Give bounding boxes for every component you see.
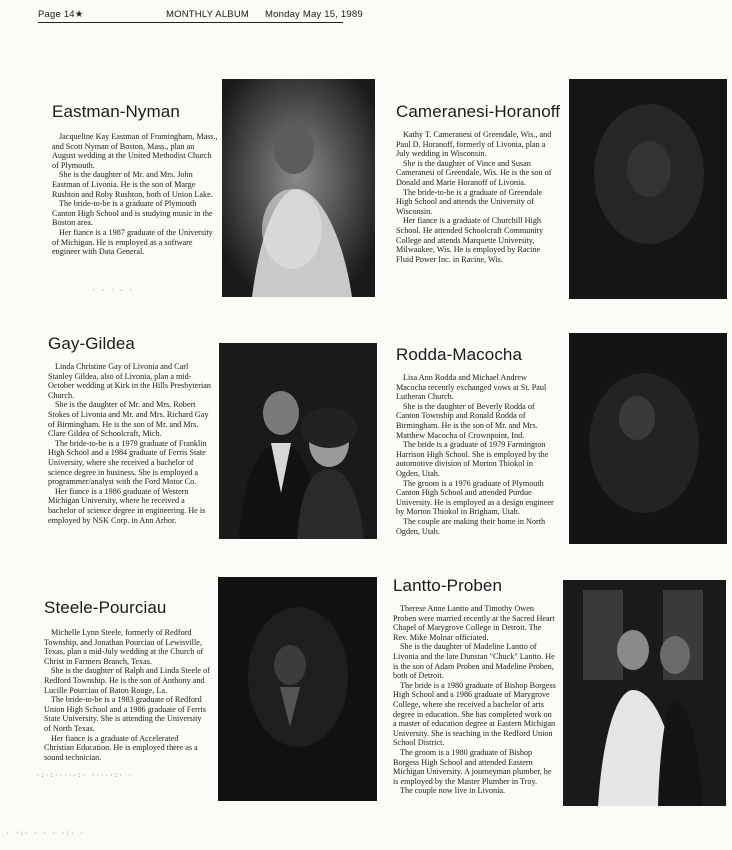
announcement-steele-pourciau — [44, 598, 214, 762]
couple-photo — [218, 577, 377, 801]
paragraph: Her fiance is a graduate of Accelerated Christian Education. He is employed there as a sound technician. — [44, 733, 198, 762]
paragraph: The bride-to-be is a graduate of Greendale High School and attends the University of Wisconsin. — [396, 187, 543, 216]
announcement-title: Gay-Gildea — [48, 334, 135, 353]
announcement-cameranesi-horanoff — [396, 102, 561, 264]
paragraph: Jacqueline Kay Eastman of Framingham, Mass., and Scott Nyman of Boston, Mass., plan an August wedding at the United Methodist Church of Plymouth. — [52, 132, 218, 170]
paragraph: The bride-to-be is a 1979 graduate of Franklin High School and a 1984 graduate of Ferris State University, where she received a bachelor of science degree in business. She is employed a programmer/analyst with the Ford Motor Co. — [48, 438, 207, 487]
paragraph: She is the daughter of Vince and Susan Cameranesi of Greendale, Wis. He is the son of Donald and Marie Horanoff of Livonia. — [396, 158, 552, 187]
announcement-lantto-proben — [393, 576, 561, 796]
paragraph: She is the daughter of Ralph and Linda Steele of Redford Township. He is the son of Anthony and Lucille Pourciau of Baton Rouge, La. — [44, 666, 210, 695]
issue-date: Monday May 15, 1989 — [265, 9, 363, 20]
section-title: MONTHLY ALBUM — [166, 9, 250, 20]
paragraph: The couple are making their home in North Ogden, Utah. — [396, 516, 546, 536]
announcement-body — [48, 362, 214, 525]
announcement-title: Rodda-Macocha — [396, 345, 523, 364]
print-noise: · · · · · — [92, 287, 134, 294]
print-noise: ·:·:·····:· ·····:· · — [36, 772, 133, 779]
announcement-gay-gildea — [48, 334, 218, 525]
paragraph: The couple now live in Livonia. — [400, 786, 506, 796]
paragraph: Her fiance is a graduate of Churchill High School. He attended Schoolcraft Community College and attends Marquette University, Milwaukee, Wis. He is employed by Racine Fluid Power Inc. in Racine, Wis. — [396, 216, 544, 264]
print-noise: · ·:· · · · ·:· · — [6, 830, 85, 837]
announcement-body — [396, 373, 554, 536]
announcement-body — [393, 604, 557, 796]
page-header — [38, 8, 363, 23]
couple-photo — [563, 580, 726, 806]
announcement-body — [52, 132, 218, 257]
paragraph: The bride is a graduate of 1979 Farmington Harrison High School. She is employed by the automotive division of Morton Thiokol in Ogden, Utah. — [396, 440, 549, 478]
couple-photo — [569, 333, 727, 544]
paragraph: She is the daughter of Mr. and Mrs. John Eastman of Livonia. He is the son of Marge Rushton and Roby Rushton, both of Union Lake. — [52, 170, 213, 199]
couple-photo — [569, 79, 727, 299]
announcement-title: Lantto-Proben — [393, 576, 503, 595]
announcement-body — [396, 130, 554, 264]
announcement-title: Steele-Pourciau — [44, 598, 167, 617]
paragraph: She is the daughter of Beverly Rodda of Canton Township and Ronald Rodda of Birmingham. He is the son of Mr. and Mrs. Matthew Macocha of Crownpoint, Ind. — [396, 401, 538, 440]
paragraph: The bride-to-be is a 1983 graduate of Redford Union High School and a 1986 graduate of Ferris State University. She is attending the University of North Texas. — [44, 695, 206, 733]
announcement-eastman-nyman — [52, 102, 222, 257]
paragraph: Kathy T. Cameranesi of Greendale, Wis., and Paul D. Horanoff, formerly of Livonia, plan a July wedding in Wisconsin. — [396, 130, 552, 159]
couple-photo — [219, 343, 377, 539]
paragraph: Her fiance is a 1987 graduate of the University of Michigan. He is employed as a software engineer with Data General. — [52, 227, 213, 257]
paragraph: The groom is a 1976 graduate of Plymouth Canton High School and attended Purdue University. He is employed as a design engineer by Morton Thiokol in Brigham, Utah. — [396, 478, 554, 517]
announcement-title: Eastman-Nyman — [52, 102, 180, 121]
paragraph: Her fiance is a 1986 graduate of Western Michigan University, where he received a bachelor of science degree in engineering. He is employed by NSK Corp. in Ann Arbor. — [48, 486, 206, 525]
paragraph: Therese Anne Lantto and Timothy Owen Proben were married recently at the Sacred Heart Chapel of Marygrove College in Detroit. The Rev. Mike Molnar officiated. — [393, 604, 555, 642]
paragraph: She is the daughter of Madeline Lantto of Livonia and the late Dunstan "Chuck" Lantto. He is the son of Adam Proben and Madeline Proben, both of Detroit. — [393, 642, 555, 681]
paragraph: She is the daughter of Mr. and Mrs. Robert Stokes of Livonia and Mr. and Mrs. Richard Gay of Birmingham. He is the son of Mr. and Mrs. Clare Gildea of Schoolcraft, Mich. — [48, 400, 209, 439]
paragraph: The bride-to-be is a graduate of Plymouth Canton High School and is studying music in the Boston area. — [52, 199, 213, 228]
announcement-rodda-macocha — [396, 345, 556, 536]
announcement-title: Cameranesi-Horanoff — [396, 102, 561, 121]
paragraph: Michelle Lynn Steele, formerly of Redford Township, and Jonathan Pourciau of Lewisville, Texas, plan a mid-July wedding at the Church of Christ in Farmers Branch, Texas. — [44, 628, 204, 666]
announcement-body — [44, 628, 210, 762]
page-number: Page 14★ — [38, 9, 84, 20]
paragraph: Linda Christine Gay of Livonia and Carl Stanley Gildea, also of Livonia, plan a mid-October wedding at Kirk in the Hills Presbyterian Church. — [48, 362, 212, 400]
paragraph: Lisa Ann Rodda and Michael Andrew Macocha recently exchanged vows at St. Paul Lutheran Church. — [396, 373, 547, 402]
paragraph: The bride is a 1980 graduate of Bishop Borgess High School and a 1986 graduate of Marygrove College, where she received a bachelor of arts degree in education. She has completed work on a master of education degree at Eastern Michigan University. She is teaching in the Redford Union School District. — [393, 680, 556, 748]
paragraph: The groom is a 1980 graduate of Bishop Borgess High School and attended Eastern Michigan University. A journeyman plumber, he is employed by the Master Plumber in Troy. — [393, 747, 552, 786]
couple-photo — [222, 79, 375, 297]
